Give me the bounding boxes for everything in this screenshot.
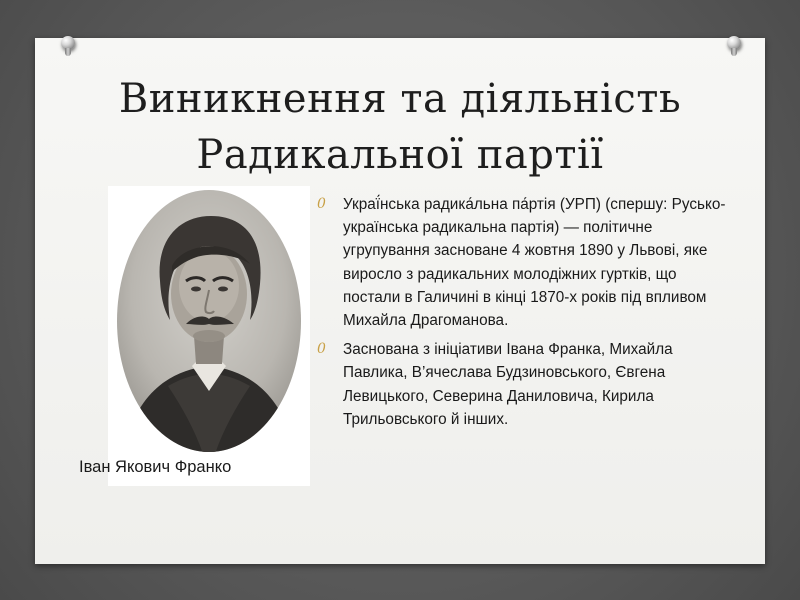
- bullet-text-2: Заснована з ініціативи Івана Франка, Михайла Павлика, В’ячеслава Будзиновського, Євгена Левицького, Северина Даниловича, Кирила Трильовського й інших.: [343, 341, 673, 428]
- title-line-2: Радикальної партії: [196, 132, 604, 178]
- bullet-text-1: Украї́нська радика́льна па́ртія (УРП) (спершу: Русько-українська радикальна партія) — політичне угрупування засноване 4 жовтня 1890 у Львові, яке виросло з радикальних молодіжних гуртків, що постали в Галичині в кінці 1870-х років під впливом Михайла Драгоманова.: [343, 196, 726, 330]
- title-line-1: Виникнення та діяльність: [118, 76, 682, 122]
- bullet-marker-icon: 0: [317, 341, 326, 358]
- pushpin-icon: [727, 36, 741, 50]
- bullet-item-1: [315, 193, 735, 332]
- portrait-caption: Іван Якович Франко: [79, 458, 232, 476]
- portrait-photo: [108, 186, 310, 486]
- pushpin-icon: [61, 36, 75, 50]
- bullet-list: [315, 193, 735, 437]
- slide-title: [75, 71, 725, 183]
- portrait-image: [108, 186, 310, 486]
- slide-canvas: [35, 38, 765, 564]
- bullet-item-2: [315, 338, 735, 431]
- bullet-marker-icon: 0: [317, 196, 326, 212]
